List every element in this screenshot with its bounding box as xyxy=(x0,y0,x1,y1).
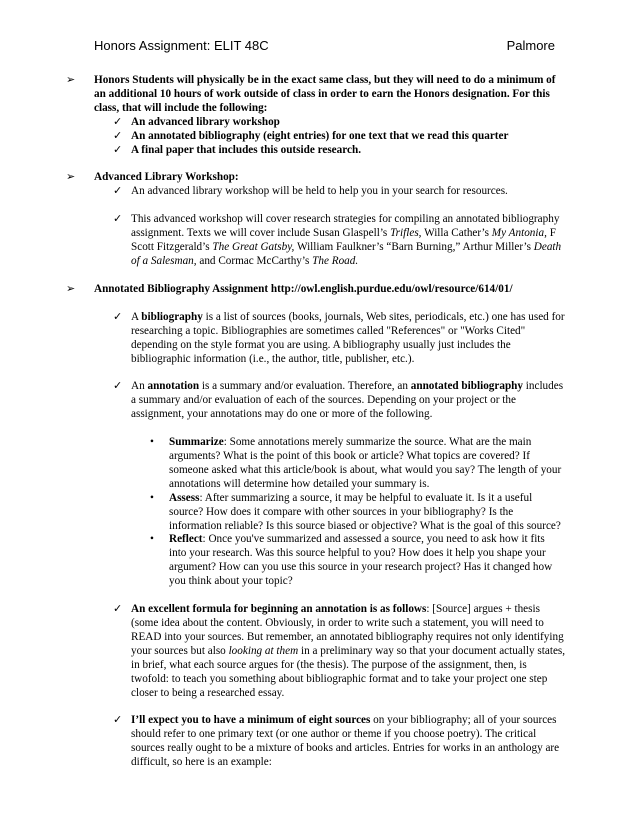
header-course-title: Honors Assignment: ELIT 48C xyxy=(94,38,269,53)
workshop-texts-item: ✓ This advanced workshop will cover research strategies for compiling an annotated bibliography assignment. Texts we will cover include Susan Glaspell’s Trifles, Willa Cather’s My Antonia, F Scott Fitzgerald’s The Great Gatsby, William Faulkner’s “Barn Burning,” Arthur Miller’s Death of a Salesman, and Cormac McCarthy’s The Road. xyxy=(113,213,562,267)
annotated-bibliography-section xyxy=(0,283,638,297)
checkmark-icon: ✓ xyxy=(113,603,123,616)
checkmark-icon: ✓ xyxy=(113,213,123,226)
header-instructor-name: Palmore xyxy=(506,38,555,53)
checkmark-icon: ✓ xyxy=(113,143,123,156)
bullet-icon: • xyxy=(150,491,154,504)
bullet-icon: • xyxy=(150,533,154,546)
annotated-bibliography-heading: Annotated Bibliography Assignment http://owl.english.purdue.edu/owl/resource/614/01/ xyxy=(94,282,513,295)
annotation-definition-item: ✓ An annotation is a summary and/or evaluation. Therefore, an annotated bibliography includes a summary and/or evaluation of each of the sources. Depending on your project or the assignment, your annotations may do one or more of the following. xyxy=(113,380,564,421)
annotation-formula-item: ✓ An excellent formula for beginning an annotation is as follows: [Source] argues + thesis (some idea about the content. Obviously, in order to write such a statement, you will need to READ into your sources. But remember, an annotated bibliography requires not only identifying your sources but also looking at them in a preliminary way so that your document actually states, in brief, what each source argues for (the thesis). The purpose of the assignment, then, is twofold: to teach you something about bibliographic format and to take your project one step closer to being a researched essay. xyxy=(113,603,566,699)
checkmark-icon: ✓ xyxy=(113,185,123,198)
assess-bullet: • Assess: After summarizing a source, it may be helpful to evaluate it. Is it a useful source? How does it compare with other sources in your bibliography? Is the information reliable? Is this source biased or objective? What is the goal of this source? xyxy=(150,491,561,532)
reflect-bullet: • Reflect: Once you've summarized and assessed a source, you need to ask how it fits into your research. Was this source helpful to you? How does it help you shape your argument? How can you use this source in your research project? Has it changed how you think about your topic? xyxy=(150,533,553,588)
arrow-bullet-icon: ➢ xyxy=(66,74,76,86)
checkmark-icon: ✓ xyxy=(113,380,123,393)
workshop-item: ✓ An advanced library workshop will be held to help you in your search for resources. xyxy=(113,185,508,198)
checkmark-icon: ✓ xyxy=(113,115,123,128)
requirement-item: ✓ An annotated bibliography (eight entries) for one text that we read this quarter xyxy=(113,129,509,142)
minimum-sources-item: ✓ I’ll expect you to have a minimum of eight sources on your bibliography; all of your sources should refer to one primary text (or one author or theme if you choose poetry). The critical sources really ought to be a mixture of books and articles. Entries for works in an anthology are difficult, so here is an example: xyxy=(113,714,560,769)
requirement-item: ✓ An advanced library workshop xyxy=(113,115,280,128)
honors-intro-text: Honors Students will physically be in the exact same class, but they will need to do a minimum of an additional 10 hours of work outside of class in order to earn the Honors designation. For this class, that will include the following: xyxy=(94,74,556,114)
checkmark-icon: ✓ xyxy=(113,714,123,727)
arrow-bullet-icon: ➢ xyxy=(66,171,76,184)
summarize-bullet: • Summarize: Some annotations merely summarize the source. What are the main arguments? What is the point of this book or article? What topics are covered? If someone asked what this article/book is about, what would you say? The length of your annotations will determine how detailed your summary is. xyxy=(150,436,562,490)
library-workshop-heading: Advanced Library Workshop: xyxy=(94,171,239,184)
bibliography-definition-item: ✓ A bibliography is a list of sources (books, journals, Web sites, periodicals, etc.) one has used for researching a topic. Bibliographies are sometimes called "References" or "Works Cited" depending on the style format you are using. A bibliography usually just includes the bibliographic information (i.e., the author, title, publisher, etc.). xyxy=(113,310,565,365)
page-header xyxy=(94,38,555,56)
honors-requirements-section xyxy=(0,74,638,116)
document-body xyxy=(0,74,638,770)
arrow-bullet-icon: ➢ xyxy=(66,282,76,295)
checkmark-icon: ✓ xyxy=(113,310,123,323)
bullet-icon: • xyxy=(150,436,154,449)
requirement-item: ✓ A final paper that includes this outside research. xyxy=(113,143,361,156)
checkmark-icon: ✓ xyxy=(113,129,123,142)
library-workshop-section xyxy=(0,171,638,185)
